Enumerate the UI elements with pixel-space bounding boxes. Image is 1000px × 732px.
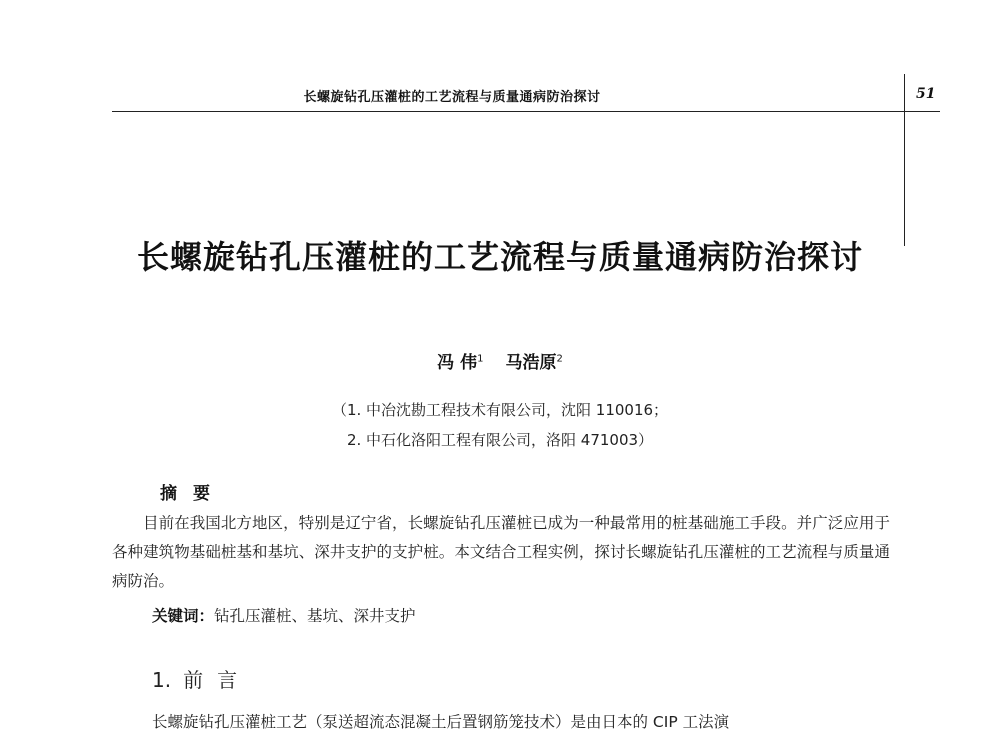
header-rule-right — [904, 111, 940, 112]
affiliation-mark: 2 — [556, 353, 563, 365]
section-number: 1. — [152, 668, 172, 692]
section-title: 前言 — [183, 668, 252, 692]
abstract-heading: 摘要 — [160, 484, 226, 504]
section-heading — [152, 664, 251, 693]
keywords-label: 关键词： — [152, 607, 215, 625]
affiliation-2: 2. 中石化洛阳工程有限公司，洛阳 471003） — [346, 431, 654, 449]
keywords-value: 钻孔压灌桩、基坑、深井支护 — [214, 607, 416, 625]
author-name: 冯 伟 — [437, 353, 478, 373]
affiliation-1: （1. 中冶沈勘工程技术有限公司，沈阳 110016； — [331, 401, 669, 419]
body-text: 长螺旋钻孔压灌桩工艺（泵送超流态混凝土后置钢筋笼技术）是由日本的 CIP 工法演 — [152, 713, 730, 731]
author-line — [0, 348, 1000, 373]
page-number: 51 — [916, 86, 936, 102]
paper-title: 长螺旋钻孔压灌桩的工艺流程与质量通病防治探讨 — [136, 238, 863, 276]
header-rule — [112, 111, 904, 112]
abstract-text: 目前在我国北方地区，特别是辽宁省，长螺旋钻孔压灌桩已成为一种最常用的桩基础施工手段。并广泛应用于各种建筑物基础桩基和基坑、深井支护的支护桩。本文结合工程实例，探讨长螺旋钻孔压灌桩的工艺流程与质量通病防治。 — [112, 514, 890, 590]
author-name: 马浩原 — [505, 353, 557, 373]
running-header: 长螺旋钻孔压灌桩的工艺流程与质量通病防治探讨 — [303, 90, 601, 105]
header-vertical-rule — [904, 74, 905, 246]
keywords — [152, 604, 416, 626]
affiliation-mark: 1 — [477, 353, 484, 365]
